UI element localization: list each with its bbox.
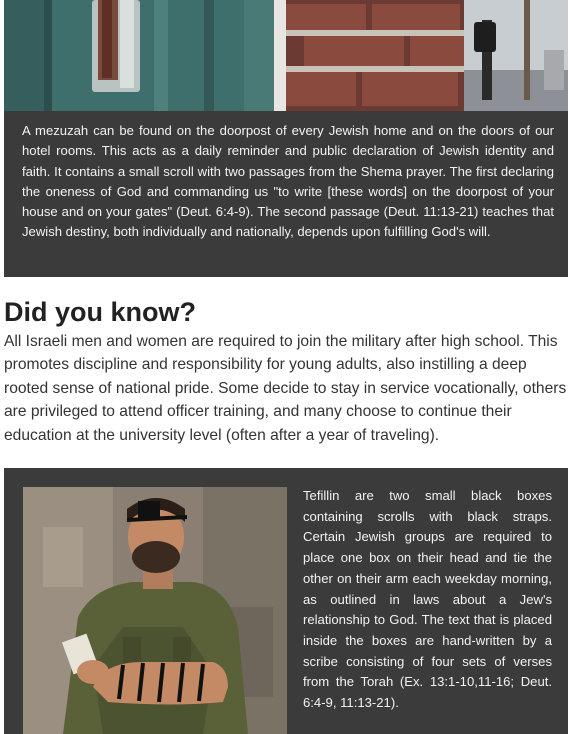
soldier-tefillin-image: [23, 487, 287, 734]
tefillin-card: [4, 468, 568, 734]
tefillin-description: Tefillin are two small black boxes containing scrolls with black straps. Certain Jewish groups are required to place one box on their head and tie the other on their arm each weekday morning, as outlined in laws about a Jew's relationship to God. The text that is placed inside the boxes are hand-written by a scribe consisting of four sets of verses from the Torah (Ex. 13:1-10,11-16; Deut. 6:4-9, 11:13-21).: [303, 488, 552, 711]
did-you-know-heading: Did you know?: [4, 297, 196, 327]
mezuzah-description: A mezuzah can be found on the doorpost of every Jewish home and on the doors of our hotel rooms. This acts as a daily reminder and public declaration of Jewish identity and faith. It contains a small scroll with two passages from the Shema prayer. The first declaring the oneness of God and commanding us "to write [these words] on the doorpost of your house and on your gates" (Deut. 6:4-9). The second passage (Deut. 11:13-21) teaches that Jewish destiny, both individually and nationally, depends upon fulfilling God's will.: [22, 123, 554, 240]
mezuzah-photo: [4, 0, 568, 111]
tefillin-photo: [23, 487, 287, 734]
did-you-know-text: All Israeli men and women are required to join the military after high school. This promotes discipline and responsibility for young adults, also instilling a deep rooted sense of national pride. Some decide to stay in service vocationally, others are privileged to attend officer training, and many choose to continue their education at the university level (often after a year of traveling).: [4, 333, 567, 444]
mezuzah-image: [4, 0, 568, 111]
mezuzah-card: [4, 0, 568, 277]
